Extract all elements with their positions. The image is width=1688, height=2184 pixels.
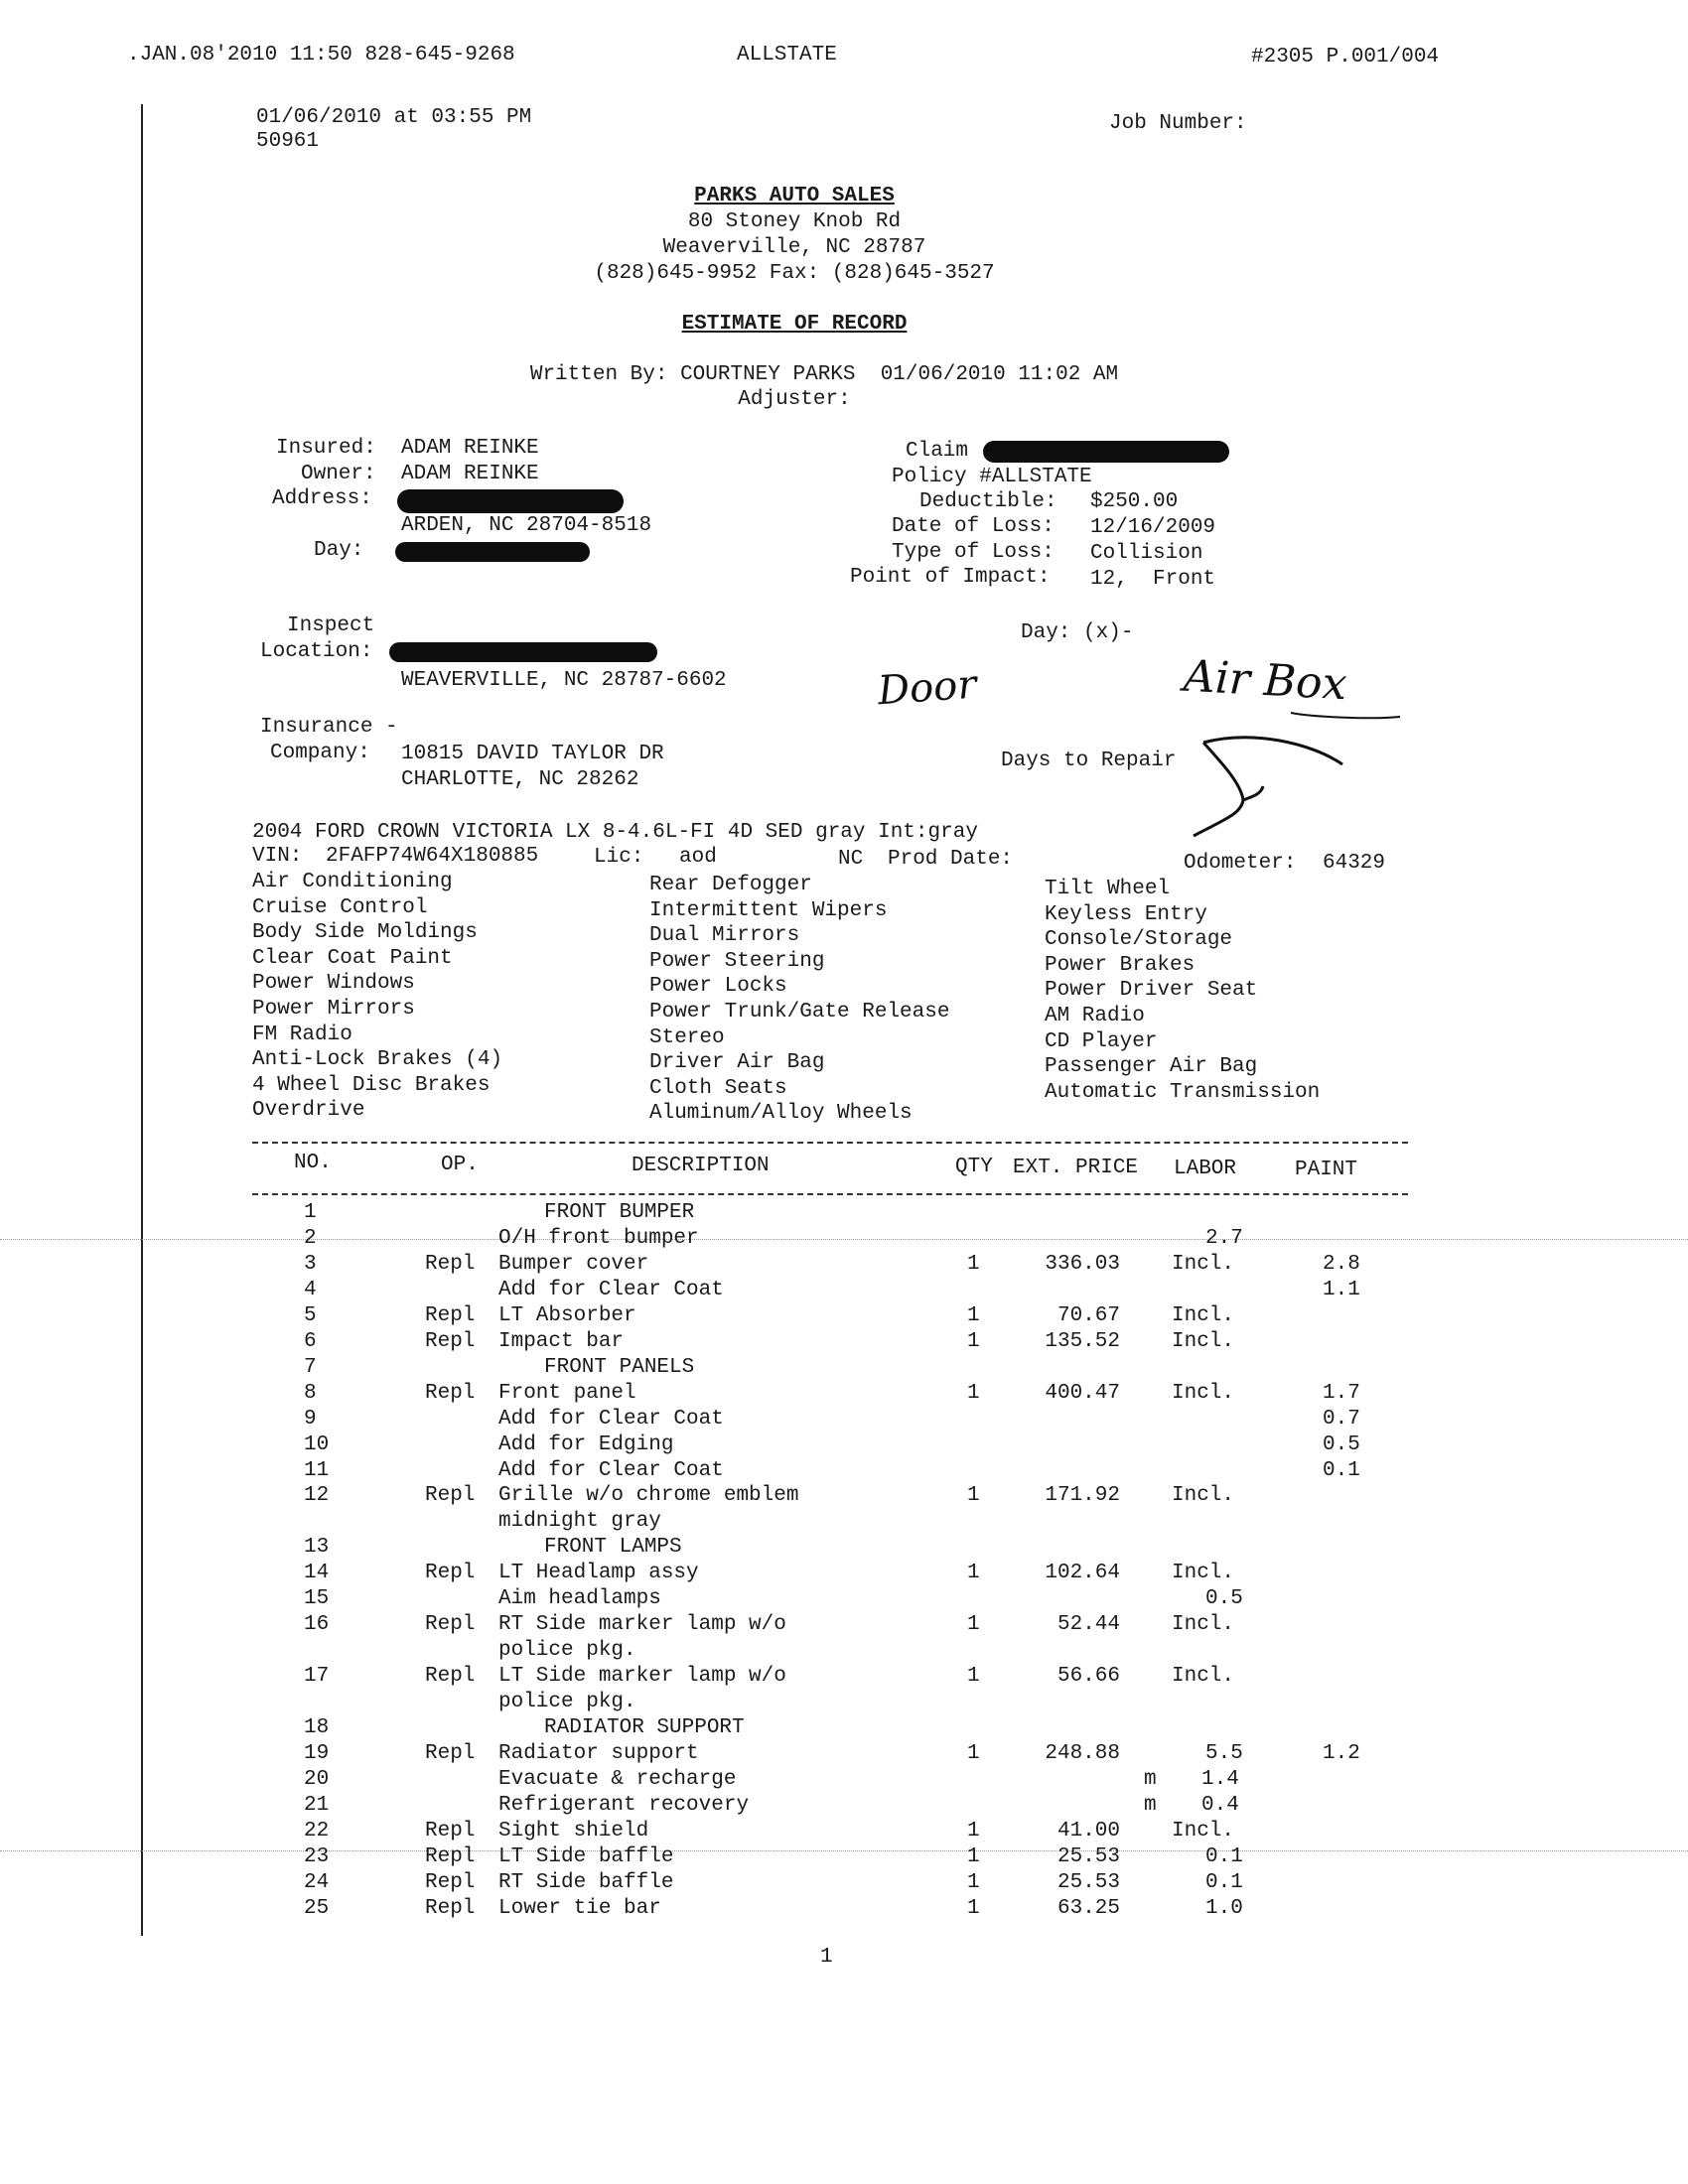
option-item: Driver Air Bag bbox=[649, 1051, 825, 1075]
cell-op: Repl bbox=[425, 1329, 476, 1353]
option-item: Stereo bbox=[649, 1025, 725, 1049]
cell-no: 9 bbox=[304, 1407, 317, 1431]
option-item: Intermittent Wipers bbox=[649, 898, 888, 922]
cell-op: Repl bbox=[425, 1819, 476, 1843]
cell-labor: 0.5 bbox=[1205, 1587, 1243, 1611]
option-item: Power Brakes bbox=[1045, 953, 1196, 977]
cell-desc: Impact bar bbox=[498, 1329, 625, 1353]
cell-desc: RT Side marker lamp w/o bbox=[498, 1613, 786, 1637]
print-date: 01/06/2010 at 03:55 PM bbox=[256, 106, 532, 129]
cell-desc: LT Side marker lamp w/o bbox=[498, 1665, 786, 1689]
header-paint: PAINT bbox=[1295, 1159, 1358, 1181]
shop-name: PARKS AUTO SALES bbox=[694, 185, 895, 207]
option-item: Power Locks bbox=[649, 975, 787, 999]
shop-phone: (828)645-9952 Fax: (828)645-3527 bbox=[594, 262, 995, 285]
option-item: Cloth Seats bbox=[649, 1076, 787, 1100]
cell-no: 15 bbox=[304, 1587, 330, 1611]
option-item: Power Driver Seat bbox=[1045, 979, 1258, 1003]
lic-value: aod bbox=[679, 846, 717, 869]
fax-header-center: ALLSTATE bbox=[737, 44, 837, 67]
vehicle-description: 2004 FORD CROWN VICTORIA LX 8-4.6L-FI 4D SED gray Int:gray bbox=[252, 821, 978, 844]
date-of-loss-value: 12/16/2009 bbox=[1090, 516, 1216, 539]
table-rule-top bbox=[252, 1142, 1408, 1144]
cell-desc: RT Side baffle bbox=[498, 1870, 674, 1894]
option-item: Air Conditioning bbox=[252, 871, 453, 893]
table-rule-bottom bbox=[252, 1193, 1408, 1195]
cell-op: Repl bbox=[425, 1741, 476, 1765]
option-item: Body Side Moldings bbox=[252, 921, 478, 945]
shop-street: 80 Stoney Knob Rd bbox=[687, 210, 902, 233]
cell-paint: 1.7 bbox=[1323, 1381, 1360, 1405]
cell-desc: LT Headlamp assy bbox=[498, 1562, 699, 1585]
vin-label: VIN: bbox=[252, 845, 303, 868]
option-item: Dual Mirrors bbox=[649, 924, 800, 948]
cell-op: Repl bbox=[425, 1844, 476, 1868]
cell-labor: 0.1 bbox=[1205, 1844, 1243, 1868]
cell-qty: 1 bbox=[967, 1741, 980, 1765]
address-city: ARDEN, NC 28704-8518 bbox=[401, 514, 652, 537]
cell-price: 171.92 bbox=[1045, 1484, 1120, 1508]
cell-desc: Refrigerant recovery bbox=[498, 1793, 750, 1817]
cell-labor: Incl. bbox=[1172, 1484, 1235, 1508]
cell-no: 25 bbox=[304, 1896, 330, 1920]
location-label: Location: bbox=[260, 640, 373, 663]
header-op: OP. bbox=[441, 1154, 479, 1176]
cell-desc: LT Side baffle bbox=[498, 1844, 674, 1868]
cell-op: Repl bbox=[425, 1381, 476, 1405]
cell-labor: 5.5 bbox=[1205, 1741, 1243, 1765]
cell-no: 12 bbox=[304, 1484, 330, 1508]
handwriting-air-box: Air Box bbox=[1182, 650, 1348, 711]
cell-op: Repl bbox=[425, 1896, 476, 1920]
cell-desc: FRONT PANELS bbox=[544, 1355, 695, 1379]
cell-no: 4 bbox=[304, 1278, 317, 1301]
cell-labor: Incl. bbox=[1172, 1303, 1235, 1327]
cell-labor: Incl. bbox=[1172, 1329, 1235, 1353]
prod-date-label: Prod Date: bbox=[888, 848, 1014, 871]
option-item: Rear Defogger bbox=[649, 874, 812, 896]
cell-desc: FRONT LAMPS bbox=[544, 1536, 682, 1560]
insurance-label: Insurance - bbox=[260, 716, 398, 739]
vin-value: 2FAFP74W64X180885 bbox=[326, 845, 539, 868]
option-item: Power Windows bbox=[252, 972, 415, 996]
cell-no: 6 bbox=[304, 1329, 317, 1353]
cell-price: 52.44 bbox=[1056, 1613, 1120, 1637]
owner-label: Owner: bbox=[301, 463, 376, 485]
cell-no: 2 bbox=[304, 1226, 317, 1250]
day-label: Day: bbox=[314, 539, 364, 562]
cell-no: 23 bbox=[304, 1844, 330, 1868]
written-by: Written By: COURTNEY PARKS 01/06/2010 11:02 AM bbox=[529, 363, 1119, 386]
cell-qty: 1 bbox=[967, 1844, 980, 1868]
shop-city: Weaverville, NC 28787 bbox=[662, 236, 926, 259]
type-of-loss-label: Type of Loss: bbox=[892, 541, 1055, 564]
scan-line bbox=[0, 1850, 1688, 1851]
cell-desc: midnight gray bbox=[498, 1510, 661, 1534]
cell-no: 3 bbox=[304, 1252, 317, 1276]
cell-qty: 1 bbox=[967, 1562, 980, 1585]
cell-price: 25.53 bbox=[1056, 1870, 1120, 1894]
option-item: Power Mirrors bbox=[252, 998, 415, 1021]
cell-desc: Aim headlamps bbox=[498, 1587, 661, 1611]
estimate-number: 50961 bbox=[256, 130, 320, 153]
option-item: Automatic Transmission bbox=[1045, 1080, 1321, 1104]
cell-desc: FRONT BUMPER bbox=[544, 1201, 695, 1224]
cell-price: 70.67 bbox=[1056, 1303, 1120, 1327]
adjuster-label: Adjuster: bbox=[738, 388, 851, 411]
cell-desc: O/H front bumper bbox=[498, 1226, 699, 1250]
header-no: NO. bbox=[294, 1152, 332, 1174]
header-ext-price: EXT. PRICE bbox=[1013, 1157, 1139, 1179]
option-item: CD Player bbox=[1045, 1029, 1158, 1053]
days-to-repair-label: Days to Repair bbox=[1001, 750, 1177, 772]
inspect-label: Inspect bbox=[287, 614, 375, 637]
job-number-label: Job Number: bbox=[1109, 112, 1247, 135]
deductible-label: Deductible: bbox=[919, 490, 1057, 513]
cell-labor: 0.4 bbox=[1201, 1793, 1239, 1817]
cell-desc: Grille w/o chrome emblem bbox=[498, 1484, 799, 1508]
cell-labor: Incl. bbox=[1172, 1562, 1235, 1585]
cell-op: Repl bbox=[425, 1303, 476, 1327]
cell-op: Repl bbox=[425, 1252, 476, 1276]
option-item: Keyless Entry bbox=[1045, 902, 1207, 926]
cell-labor: Incl. bbox=[1172, 1252, 1235, 1276]
option-item: Power Steering bbox=[649, 949, 825, 973]
date-of-loss-label: Date of Loss: bbox=[892, 515, 1055, 538]
owner-value: ADAM REINKE bbox=[401, 463, 539, 485]
cell-desc: Add for Clear Coat bbox=[498, 1278, 724, 1301]
fax-header-left: .JAN.08'2010 11:50 828-645-9268 bbox=[127, 44, 515, 67]
cell-paint: 1.2 bbox=[1323, 1741, 1360, 1765]
option-item: Aluminum/Alloy Wheels bbox=[649, 1102, 913, 1126]
option-item: Passenger Air Bag bbox=[1045, 1055, 1258, 1079]
cell-price: 25.53 bbox=[1056, 1844, 1120, 1868]
inspect-city: WEAVERVILLE, NC 28787-6602 bbox=[401, 669, 727, 692]
insurance-street: 10815 DAVID TAYLOR DR bbox=[401, 743, 664, 765]
cell-desc: Sight shield bbox=[498, 1819, 649, 1843]
cell-no: 13 bbox=[304, 1536, 330, 1560]
option-item: Power Trunk/Gate Release bbox=[649, 1001, 950, 1024]
cell-no: 19 bbox=[304, 1741, 330, 1765]
cell-price: 248.88 bbox=[1045, 1741, 1120, 1765]
point-of-impact-label: Point of Impact: bbox=[850, 566, 1051, 589]
option-item: Clear Coat Paint bbox=[252, 946, 453, 970]
cell-price: 336.03 bbox=[1045, 1252, 1120, 1276]
cell-desc: Bumper cover bbox=[498, 1252, 649, 1276]
cell-desc: Add for Clear Coat bbox=[498, 1458, 724, 1482]
header-qty: QTY bbox=[955, 1156, 993, 1178]
cell-labor: Incl. bbox=[1172, 1819, 1235, 1843]
cell-paint: 0.1 bbox=[1323, 1458, 1360, 1482]
cell-desc: Front panel bbox=[498, 1381, 636, 1405]
cell-qty: 1 bbox=[967, 1381, 980, 1405]
cell-price: 135.52 bbox=[1045, 1329, 1120, 1353]
cell-m: m bbox=[1144, 1793, 1157, 1817]
handwriting-door: Door bbox=[876, 661, 978, 715]
insured-value: ADAM REINKE bbox=[401, 437, 539, 460]
cell-no: 17 bbox=[304, 1665, 330, 1689]
cell-qty: 1 bbox=[967, 1484, 980, 1508]
header-description: DESCRIPTION bbox=[632, 1155, 770, 1177]
cell-qty: 1 bbox=[967, 1665, 980, 1689]
cell-no: 24 bbox=[304, 1870, 330, 1894]
option-item: Tilt Wheel bbox=[1045, 878, 1171, 900]
cell-m: m bbox=[1144, 1767, 1157, 1791]
cell-labor: Incl. bbox=[1172, 1613, 1235, 1637]
inspect-day-label: Day: (x)- bbox=[1021, 621, 1134, 644]
cell-labor: Incl. bbox=[1172, 1665, 1235, 1689]
cell-desc: Radiator support bbox=[498, 1741, 699, 1765]
cell-op: Repl bbox=[425, 1870, 476, 1894]
cell-no: 16 bbox=[304, 1613, 330, 1637]
cell-desc: LT Absorber bbox=[498, 1303, 636, 1327]
policy: Policy #ALLSTATE bbox=[892, 466, 1092, 488]
cell-paint: 0.7 bbox=[1323, 1407, 1360, 1431]
cell-labor: 2.7 bbox=[1205, 1226, 1243, 1250]
cell-qty: 1 bbox=[967, 1252, 980, 1276]
cell-no: 5 bbox=[304, 1303, 317, 1327]
deductible-value: $250.00 bbox=[1090, 490, 1179, 513]
cell-qty: 1 bbox=[967, 1819, 980, 1843]
cell-labor: Incl. bbox=[1172, 1381, 1235, 1405]
cell-desc: Add for Clear Coat bbox=[498, 1407, 724, 1431]
cell-desc: police pkg. bbox=[498, 1691, 636, 1714]
claim-label: Claim bbox=[906, 440, 969, 463]
cell-qty: 1 bbox=[967, 1329, 980, 1353]
cell-qty: 1 bbox=[967, 1870, 980, 1894]
estimate-title: ESTIMATE OF RECORD bbox=[681, 313, 908, 336]
cell-labor: 0.1 bbox=[1205, 1870, 1243, 1894]
cell-no: 10 bbox=[304, 1433, 330, 1456]
cell-labor: 1.4 bbox=[1201, 1767, 1239, 1791]
cell-no: 7 bbox=[304, 1355, 317, 1379]
page-number: 1 bbox=[820, 1946, 833, 1969]
cell-op: Repl bbox=[425, 1665, 476, 1689]
cell-desc: Evacuate & recharge bbox=[498, 1767, 737, 1791]
cell-desc: Add for Edging bbox=[498, 1433, 674, 1456]
insured-label: Insured: bbox=[276, 437, 376, 460]
option-item: Console/Storage bbox=[1045, 928, 1233, 952]
cell-price: 63.25 bbox=[1056, 1896, 1120, 1920]
cell-price: 41.00 bbox=[1056, 1819, 1120, 1843]
type-of-loss-value: Collision bbox=[1090, 542, 1203, 565]
cell-no: 18 bbox=[304, 1716, 330, 1739]
cell-op: Repl bbox=[425, 1613, 476, 1637]
address-label: Address: bbox=[272, 487, 372, 510]
cell-paint: 0.5 bbox=[1323, 1433, 1360, 1456]
option-item: Cruise Control bbox=[252, 895, 428, 919]
cell-desc: police pkg. bbox=[498, 1639, 636, 1663]
cell-no: 14 bbox=[304, 1562, 330, 1585]
lic-label: Lic: bbox=[594, 846, 644, 869]
state-value: NC bbox=[838, 848, 864, 871]
odometer-value: 64329 bbox=[1323, 852, 1386, 875]
point-of-impact-value: 12, Front bbox=[1090, 568, 1216, 591]
option-item: 4 Wheel Disc Brakes bbox=[252, 1073, 491, 1097]
cell-op: Repl bbox=[425, 1484, 476, 1508]
cell-qty: 1 bbox=[967, 1303, 980, 1327]
cell-paint: 2.8 bbox=[1323, 1252, 1360, 1276]
cell-price: 56.66 bbox=[1056, 1665, 1120, 1689]
cell-desc: RADIATOR SUPPORT bbox=[544, 1716, 745, 1739]
cell-no: 1 bbox=[304, 1201, 317, 1224]
cell-no: 21 bbox=[304, 1793, 330, 1817]
cell-price: 102.64 bbox=[1045, 1562, 1120, 1585]
cell-no: 8 bbox=[304, 1381, 317, 1405]
company-label: Company: bbox=[270, 742, 370, 764]
option-item: FM Radio bbox=[252, 1023, 352, 1046]
cell-no: 22 bbox=[304, 1819, 330, 1843]
cell-qty: 1 bbox=[967, 1613, 980, 1637]
cell-no: 11 bbox=[304, 1458, 330, 1482]
cell-op: Repl bbox=[425, 1562, 476, 1585]
cell-paint: 1.1 bbox=[1323, 1278, 1360, 1301]
cell-qty: 1 bbox=[967, 1896, 980, 1920]
fax-header-right: #2305 P.001/004 bbox=[1251, 46, 1440, 68]
cell-price: 400.47 bbox=[1045, 1381, 1120, 1405]
header-labor: LABOR bbox=[1174, 1158, 1237, 1180]
option-item: Anti-Lock Brakes (4) bbox=[252, 1048, 503, 1072]
insurance-city: CHARLOTTE, NC 28262 bbox=[401, 768, 639, 791]
option-item: AM Radio bbox=[1045, 1005, 1145, 1027]
scan-line bbox=[0, 1239, 1688, 1240]
odometer-label: Odometer: bbox=[1184, 852, 1297, 875]
cell-desc: Lower tie bar bbox=[498, 1896, 661, 1920]
cell-no: 20 bbox=[304, 1767, 330, 1791]
cell-labor: 1.0 bbox=[1205, 1896, 1243, 1920]
option-item: Overdrive bbox=[252, 1099, 365, 1123]
